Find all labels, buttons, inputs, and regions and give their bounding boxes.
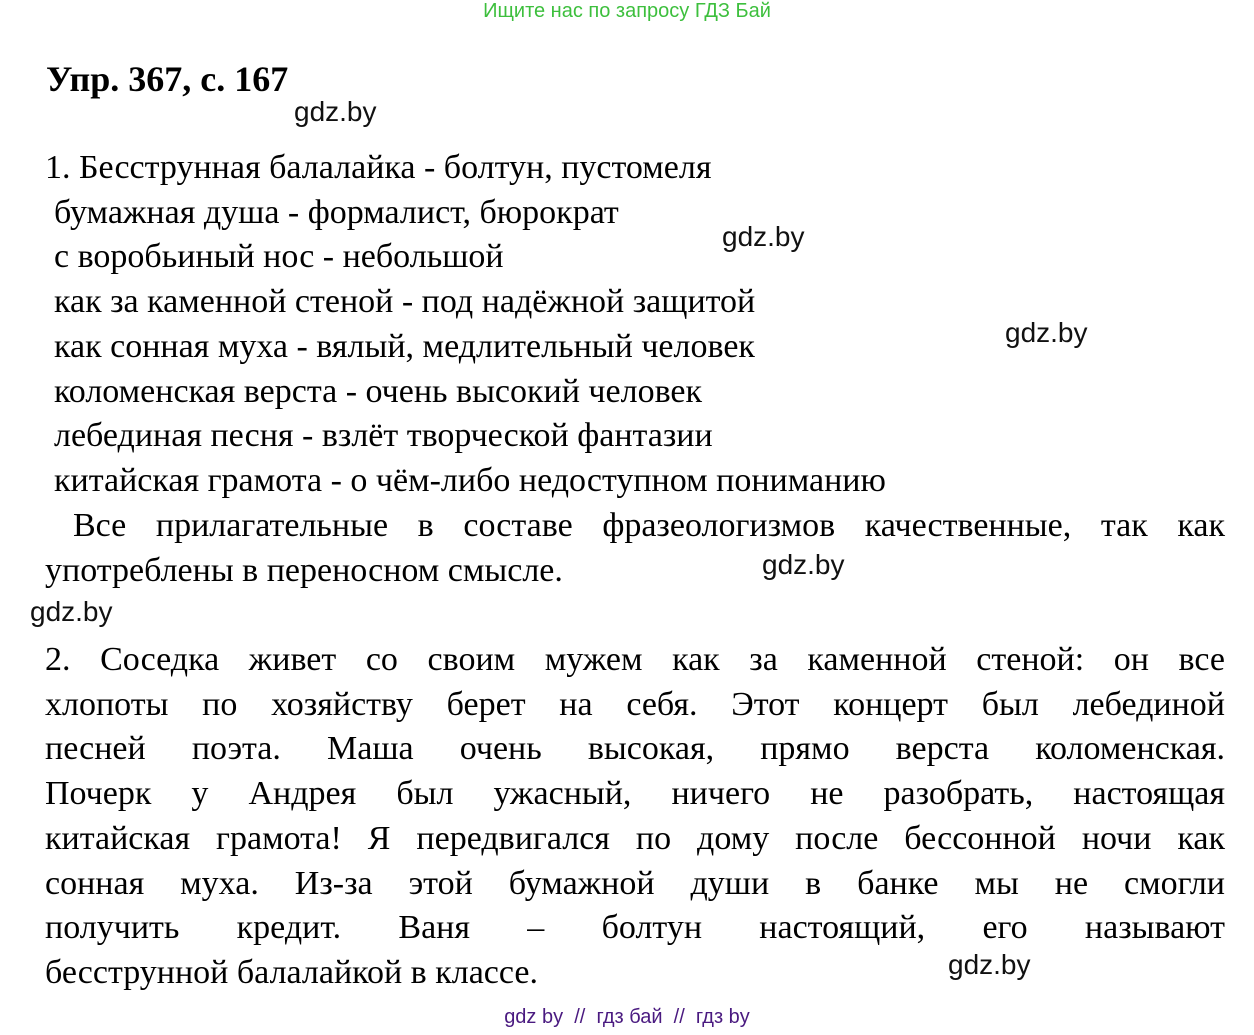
watermark: gdz.by [1005,317,1088,348]
footer-links: gdz by // гдз бай // гдз by [504,1006,750,1028]
phrase-line: лебединая песня - взлёт творческой фантазии [54,417,713,454]
phrase-line: коломенская верста - очень высокий человек [54,373,703,410]
watermark: gdz.by [294,96,377,127]
phrase-line: как за каменной стеной - под надёжной защитой [54,283,756,320]
phrase-line: 1. Бесструнная балалайка - болтун, пустомеля [45,149,712,186]
conclusion-line: Все прилагательные в составе фразеологизмов качественные, так как [73,507,1225,544]
watermark: gdz.by [948,949,1031,980]
paragraph-line: 2. Соседка живет со своим мужем как за каменной стеной: он все [45,641,1225,678]
phrase-line: как сонная муха - вялый, медлительный человек [54,328,755,365]
paragraph-line: хлопоты по хозяйству берет на себя. Этот концерт был лебединой [45,686,1225,723]
watermark: gdz.by [762,549,845,580]
paragraph-line: сонная муха. Из-за этой бумажной души в банке мы не смогли [45,865,1225,902]
conclusion-line: употреблены в переносном смысле. [45,552,563,589]
paragraph-line: бесструнной балалайкой в классе. [45,954,538,991]
paragraph-line: песней поэта. Маша очень высокая, прямо верста коломенская. [45,730,1225,767]
paragraph-line: Почерк у Андрея был ужасный, ничего не разобрать, настоящая [45,775,1225,812]
phrase-line: с воробьиный нос - небольшой [54,238,504,275]
watermark: gdz.by [722,221,805,252]
phrase-line: китайская грамота - о чём-либо недоступном пониманию [54,462,886,499]
watermark: gdz.by [30,596,113,627]
paragraph-line: получить кредит. Ваня – болтун настоящий, его называют [45,909,1225,946]
header-banner: Ищите нас по запросу ГДЗ Бай [483,0,771,22]
paragraph-line: китайская грамота! Я передвигался по дому после бессонной ночи как [45,820,1225,857]
phrase-line: бумажная душа - формалист, бюрократ [54,194,619,231]
exercise-title: Упр. 367, с. 167 [46,59,289,99]
